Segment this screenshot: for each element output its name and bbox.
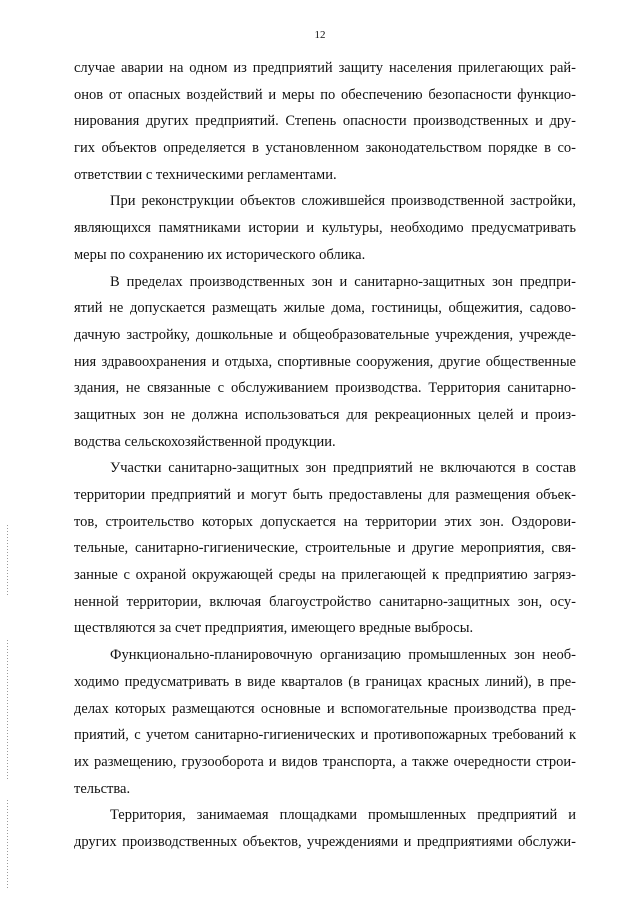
text-line: нирования других предприятий. Степень опасности производственных и дру-: [74, 113, 576, 130]
text-line: являющихся памятниками истории и культуры, необходимо предусматривать: [74, 220, 576, 237]
document-body: [74, 55, 576, 856]
text-line: Территория, занимаемая площадками промышленных предприятий и: [110, 807, 576, 824]
text-line: территории предприятий и могут быть предоставлены для размещения объек-: [74, 487, 576, 503]
text-line: гих объектов определяется в установленном законодательством порядке в со-: [74, 140, 576, 157]
text-line: тельные, санитарно-гигиенические, строительные и другие мероприятия, свя-: [74, 540, 576, 557]
text-line: онов от опасных воздействий и меры по обеспечению безопасности функцио-: [74, 86, 576, 103]
paragraph: [74, 269, 576, 456]
text-line: водства сельскохозяйственной продукции.: [74, 433, 336, 450]
text-line: При реконструкции объектов сложившейся производственной застройки,: [110, 193, 576, 210]
text-line: тельства.: [74, 780, 131, 797]
text-line: других производственных объектов, учреждениями и предприятиями обслужи-: [74, 833, 576, 850]
scan-margin-mark: [7, 525, 8, 595]
text-line: их размещению, грузооборота и видов транспорта, а также очередности строи-: [74, 753, 576, 770]
scan-margin-mark: [7, 640, 8, 780]
text-line: дачную застройку, дошкольные и общеобразовательные учреждения, учрежде-: [74, 326, 576, 343]
text-line: приятий, с учетом санитарно-гигиенических и противопожарных требований к: [74, 727, 576, 744]
paragraph: [74, 802, 576, 855]
paragraph: [74, 55, 576, 188]
text-line: Функционально-планировочную организацию промышленных зон необ-: [110, 647, 576, 664]
text-line: занные с охраной окружающей среды на прилегающей к предприятию загряз-: [74, 567, 576, 584]
text-line: делах которых размещаются основные и вспомогательные производства пред-: [74, 700, 576, 717]
text-line: ятий не допускается размещать жилые дома, гостиницы, общежития, садово-: [74, 300, 576, 317]
text-line: здания, не связанные с обслуживанием производства. Территория санитарно-: [74, 380, 576, 397]
text-line: случае аварии на одном из предприятий защиту населения прилегающих рай-: [74, 60, 576, 76]
page-number: 12: [314, 29, 326, 41]
text-line: ходимо предусматривать в виде кварталов (в границах красных линий), в пре-: [74, 673, 576, 690]
text-line: защитных зон не должна использоваться для рекреационных целей и произ-: [74, 406, 576, 423]
text-line: ществляются за счет предприятия, имеющего вредные выбросы.: [74, 620, 474, 637]
scan-margin-mark: [7, 800, 8, 890]
text-line: ния здравоохранения и отдыха, спортивные сооружения, другие общественные: [74, 353, 576, 370]
paragraph: [74, 455, 576, 642]
paragraph: [74, 188, 576, 268]
text-line: ответствии с техническими регламентами.: [74, 166, 337, 183]
text-line: В пределах производственных зон и санитарно-защитных зон предпри-: [110, 273, 576, 290]
text-line: Участки санитарно-защитных зон предприятий не включаются в состав: [110, 460, 576, 477]
text-line: тов, строительство которых допускается на территории этих зон. Оздорови-: [74, 513, 576, 530]
paragraph: [74, 642, 576, 802]
text-line: ненной территории, включая благоустройство санитарно-защитных зон, осу-: [74, 593, 576, 610]
text-line: меры по сохранению их исторического облика.: [74, 246, 366, 263]
